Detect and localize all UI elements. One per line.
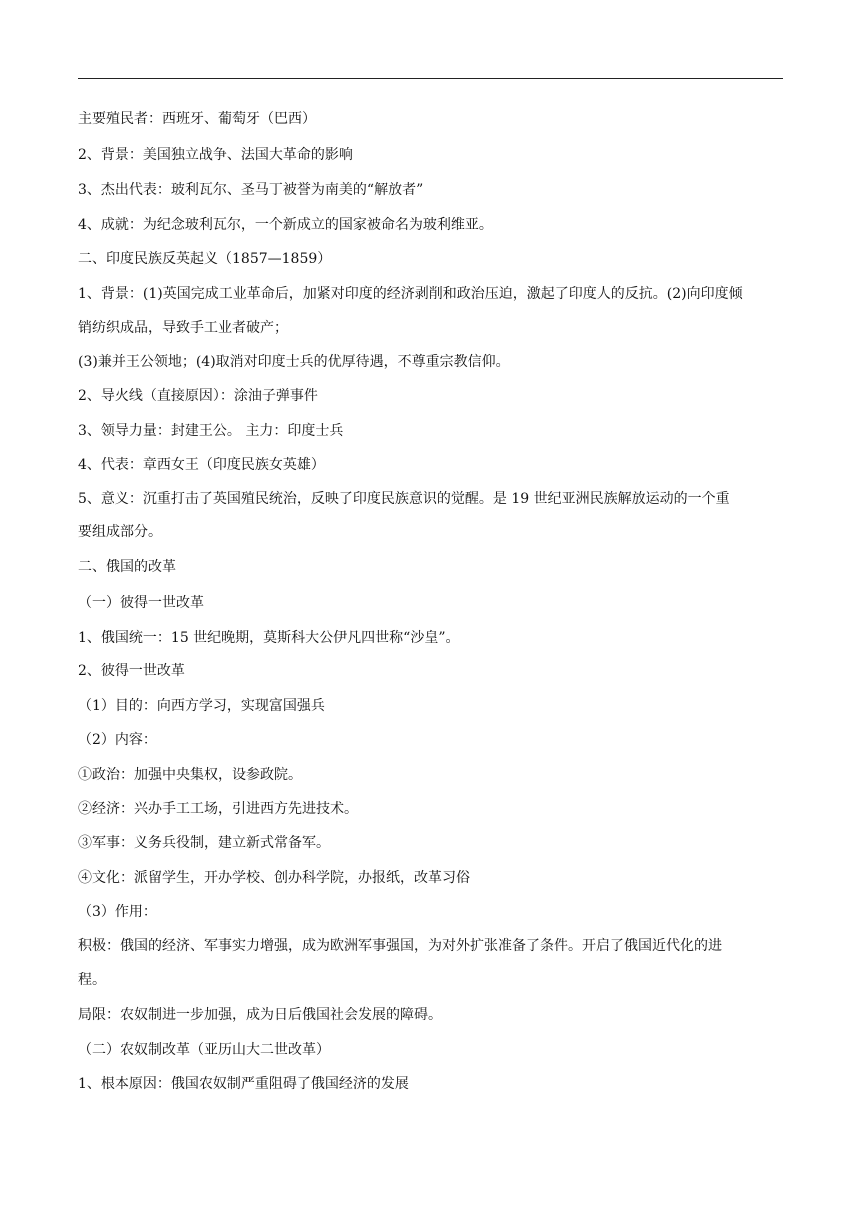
text-line: ③军事：义务兵役制，建立新式常备军。 <box>78 835 330 851</box>
subsection-heading: （一）彼得一世改革 <box>78 595 204 611</box>
text-line: ①政治：加强中央集权，设参政院。 <box>78 767 302 783</box>
text-line: 3、杰出代表：玻利瓦尔、圣马丁被誉为南美的“解放者” <box>78 182 424 198</box>
text-line: 主要殖民者：西班牙、葡萄牙（巴西） <box>78 111 316 127</box>
text-line: 销纺织成品，导致手工业者破产； <box>78 320 288 336</box>
text-line: ②经济：兴办手工工场，引进西方先进技术。 <box>78 801 358 817</box>
text-line: (3)兼并王公领地；(4)取消对印度士兵的优厚待遇，不尊重宗教信仰。 <box>78 354 510 370</box>
text-line: 5、意义：沉重打击了英国殖民统治，反映了印度民族意识的觉醒。是 19 世纪亚洲民族解放运动的一个重 <box>78 491 730 507</box>
text-line: 要组成部分。 <box>78 524 162 540</box>
section-heading: 二、印度民族反英起义（1857—1859） <box>78 251 332 267</box>
text-line: 1、背景：(1)英国完成工业革命后，加紧对印度的经济剥削和政治压迫，激起了印度人的反抗。(2)向印度倾 <box>78 286 743 302</box>
text-line: ④文化：派留学生，开办学校、创办科学院，办报纸，改革习俗 <box>78 870 470 886</box>
text-line: 2、背景：美国独立战争、法国大革命的影响 <box>78 147 353 163</box>
text-line: 局限：农奴制进一步加强，成为日后俄国社会发展的障碍。 <box>78 1007 442 1023</box>
text-line: 程。 <box>78 972 106 988</box>
text-line: （3）作用： <box>78 904 157 920</box>
text-line: 2、彼得一世改革 <box>78 663 185 679</box>
text-line: 1、根本原因：俄国农奴制严重阻碍了俄国经济的发展 <box>78 1076 409 1092</box>
text-line: 4、代表：章西女王（印度民族女英雄） <box>78 457 325 473</box>
section-heading: 二、俄国的改革 <box>78 559 176 575</box>
header-rule <box>78 78 783 79</box>
subsection-heading: （二）农奴制改革（亚历山大二世改革） <box>78 1042 330 1058</box>
text-line: 1、俄国统一：15 世纪晚期，莫斯科大公伊凡四世称“沙皇”。 <box>78 630 460 646</box>
text-line: 3、领导力量：封建王公。 主力：印度士兵 <box>78 423 344 439</box>
text-line: 2、导火线（直接原因）：涂油子弹事件 <box>78 388 318 404</box>
text-line: （1）目的：向西方学习，实现富国强兵 <box>78 698 325 714</box>
text-line: （2）内容： <box>78 732 157 748</box>
text-line: 4、成就：为纪念玻利瓦尔，一个新成立的国家被命名为玻利维亚。 <box>78 217 493 233</box>
text-line: 积极：俄国的经济、军事实力增强，成为欧洲军事强国，为对外扩张准备了条件。开启了俄国近代化的进 <box>78 938 722 954</box>
